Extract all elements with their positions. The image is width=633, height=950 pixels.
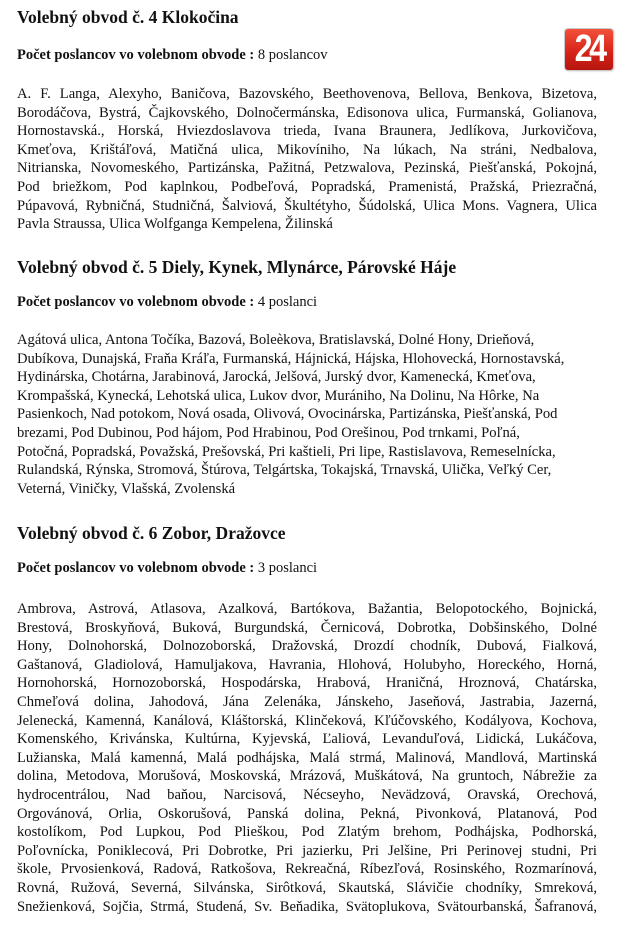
street-line: Pod briežkom, Pod kaplnkou, Podbeľová, Popradská, Pramenistá, Pražská, Priezračná, [17, 178, 597, 195]
street-line: Agátová ulica, Antona Točíka, Bazová, Boleèkova, Bratislavská, Dolné Hony, Drieňová, [17, 332, 535, 348]
deputies-count [17, 47, 617, 64]
street-line: Krompašská, Kynecká, Lehotská ulica, Lukov dvor, Murániho, Na Dolinu, Na Hôrke, Na [17, 387, 540, 404]
district-title: Volebný obvod č. 5 Diely, Kynek, Mlynárce, Párovské Háje [17, 257, 457, 277]
street-line: Nitrianska, Novomeského, Partizánska, Pažitná, Petzwalova, Pezinská, Piešťanská, Pokojná, [17, 160, 597, 177]
deputies-count [17, 294, 617, 311]
deputies-count-label: Počet poslancov vo volebnom obvode : [17, 47, 255, 63]
street-line: Hydinárska, Chotárna, Jarabinová, Jarocká, Jelšová, Jurský dvor, Kamenecká, Kmeťova, [17, 369, 536, 386]
deputies-count-value: 8 poslancov [257, 47, 328, 63]
district-section-6 [17, 523, 617, 916]
street-line: Gaštanová, Gladiolová, Hamuljakova, Havrania, Hlohová, Holubyho, Horeckého, Horná, [17, 656, 597, 673]
street-line: Veterná, Viničky, Vlašská, Zvolenská [17, 480, 236, 497]
street-line: Brestová, Broskyňová, Buková, Burgundská, Černicová, Dobrotka, Dobšinského, Dolné [17, 619, 597, 636]
deputies-count-label: Počet poslancov vo volebnom obvode : [17, 294, 255, 310]
deputies-count-value: 4 poslanci [257, 294, 318, 310]
district-title: Volebný obvod č. 6 Zobor, Dražovce [17, 523, 286, 543]
district-section-4 [17, 7, 617, 234]
street-line: Orgovánová, Orlia, Oskorušová, Panská dolina, Pekná, Pivonková, Platanová, Pod [17, 805, 597, 822]
street-line: Chmeľová dolina, Jahodová, Jána Zelenáka, Jánskeho, Jaseňová, Jastrabia, Jazerná, [17, 693, 597, 710]
street-line: Jelenecká, Kamenná, Kanálová, Kláštorská, Klinčeková, Kľúčovského, Kodályova, Kochova, [17, 712, 597, 729]
street-line: Rulandská, Rýnska, Stromová, Štúrova, Telgártska, Tokajská, Trnavská, Ulička, Veľký Cer, [17, 462, 552, 479]
street-line: A. F. Langa, Alexyho, Baničova, Bazovského, Beethovenova, Bellova, Benkova, Bizetova, [17, 86, 597, 102]
street-line: Hornohorská, Hornozoborská, Hospodárska, Hrabová, Hraničná, Hroznová, Chatárska, [17, 675, 597, 692]
street-line: Lužianska, Malá kamenná, Malá podhájska, Malá strmá, Malinová, Mandlová, Martinská [17, 749, 597, 766]
street-list [17, 600, 617, 916]
street-line: škole, Prvosienková, Radová, Ratkošova, Rekreačná, Ríbezľová, Rosinského, Rozmarínová, [17, 861, 597, 878]
street-line: Pasienkoch, Nad potokom, Nová osada, Olivová, Ovocinárska, Partizánska, Piešťanská, Pod [17, 406, 558, 423]
street-line: Ambrova, Astrová, Atlasova, Azalková, Bartókova, Bažantia, Belopotockého, Bojnická, [17, 601, 597, 617]
street-line: Potočná, Popradská, Považská, Prešovská, Pri kaštieli, Pri lipe, Rastislavova, Remeselnícka, [17, 443, 556, 460]
street-line: Komenského, Krivánska, Kultúrna, Kyjevská, Ľaliová, Levanduľová, Lidická, Lukáčova, [17, 731, 597, 748]
street-line: Poľovnícka, Poniklecová, Pri Dobrotke, Pri jazierku, Pri Jelšine, Pri Perinovej studni, Pri [17, 842, 597, 859]
deputies-count-value: 3 poslanci [257, 560, 318, 576]
deputies-count [17, 560, 617, 577]
street-line: Snežienková, Sojčia, Strmá, Studená, Sv. Beňadika, Svätoplukova, Svätourbanská, Šafranová, [17, 898, 597, 915]
street-line: Rovná, Ružová, Severná, Silvánska, Sirôtková, Skautská, Slávičie chodníky, Smreková, [17, 879, 597, 896]
street-list [17, 85, 617, 234]
street-line: Hony, Dolnohorská, Dolnozoborská, Dražovská, Drozdí chodník, Dubová, Fialková, [17, 638, 597, 655]
street-line: brezami, Pod Dubinou, Pod hájom, Pod Hrabinou, Pod Orešinou, Pod trnkami, Poľná, [17, 424, 520, 441]
district-section-5 [17, 257, 617, 498]
logo-text: 24 [574, 29, 604, 70]
street-line: Dubíkova, Dunajská, Fraňa Kráľa, Furmanská, Hájnická, Hájska, Hlohovecká, Hornostavská, [17, 350, 565, 367]
street-line: dolina, Metodova, Morušová, Moskovská, Mrázová, Muškátová, Na gruntoch, Nábrežie za [17, 768, 597, 785]
street-line: hydrocentrálou, Nad baňou, Narcisová, Nécseyho, Nevädzová, Oravská, Orechová, [17, 786, 597, 803]
district-title: Volebný obvod č. 4 Klokočina [17, 7, 239, 27]
street-line: kostolíkom, Pod Lupkou, Pod Plieškou, Pod Zlatým brehom, Podhájska, Podhorská, [17, 824, 597, 841]
street-line: Púpavová, Rybničná, Studničná, Šalviová, Škultétyho, Šúdolská, Ulica Mons. Vagnera, Ulica [17, 197, 597, 214]
street-list [17, 331, 617, 498]
street-line: Kmeťova, Krištáľová, Matičná ulica, Mikovíniho, Na lúkach, Na stráni, Nedbalova, [17, 141, 597, 158]
street-line: Borodáčova, Bystrá, Čajkovského, Dolnočermánska, Edisonova ulica, Furmanská, Golianova, [17, 104, 597, 121]
street-line: Pavla Straussa, Ulica Wolfganga Kempelena, Žilinská [17, 216, 333, 233]
deputies-count-label: Počet poslancov vo volebnom obvode : [17, 560, 255, 576]
street-line: Hornostavská., Horská, Hviezdoslavova trieda, Ivana Braunera, Jedlíkova, Jurkovičova, [17, 123, 597, 140]
